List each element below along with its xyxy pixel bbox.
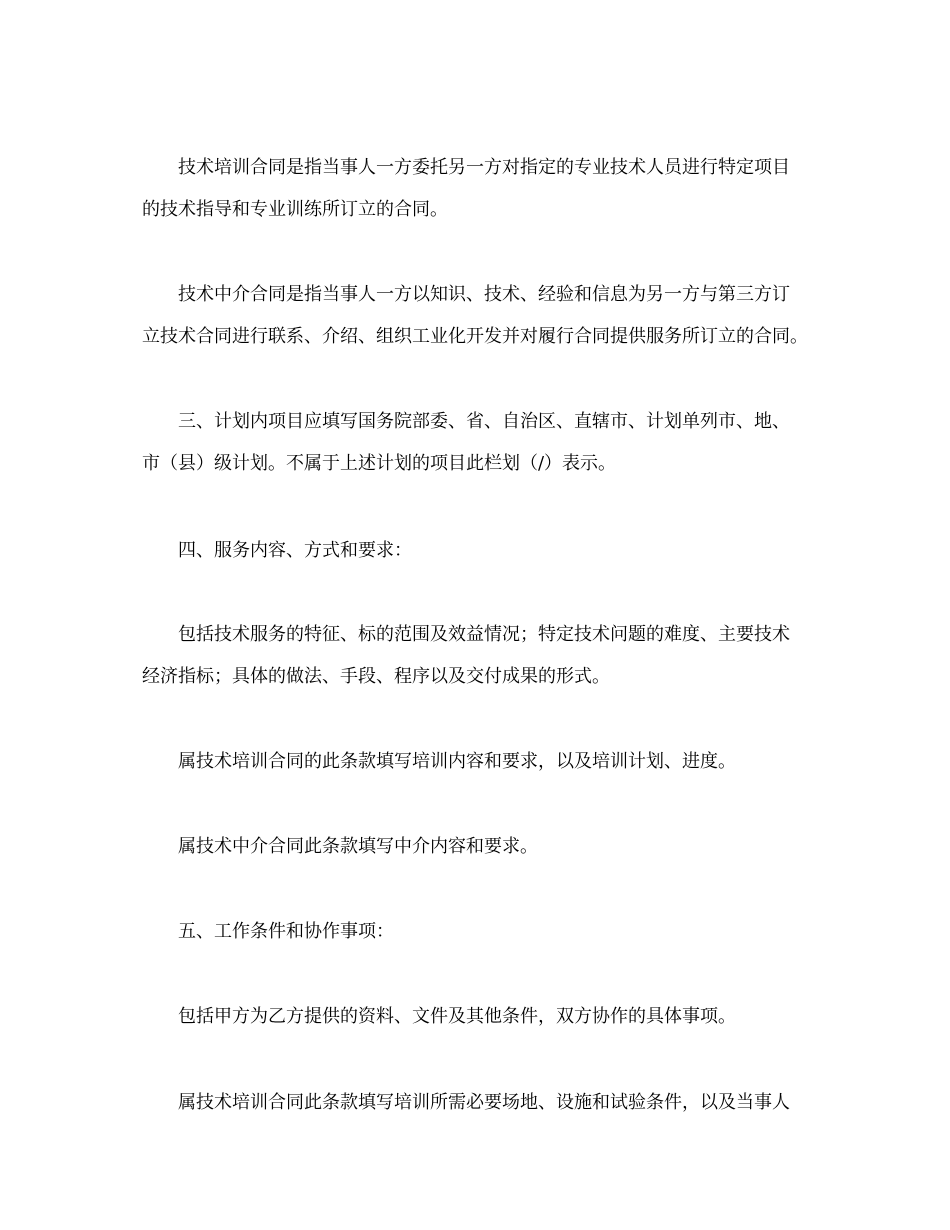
paragraph-line: 四、服务内容、方式和要求：: [178, 540, 412, 561]
paragraph-technical-training-contract: [142, 147, 822, 231]
paragraph-section-three-plan: [142, 401, 822, 485]
paragraph-line: 包括甲方为乙方提供的资料、文件及其他条件，双方协作的具体事项。: [178, 1006, 736, 1027]
paragraph-line: 属技术培训合同的此条款填写培训内容和要求，以及培训计划、进度。: [178, 751, 736, 772]
paragraph-line: 技术中介合同是指当事人一方以知识、技术、经验和信息为另一方与第三方订: [178, 284, 790, 305]
heading-section-four: [142, 530, 822, 572]
paragraph-line: 属技术培训合同此条款填写培训所需必要场地、设施和试验条件，以及当事人: [178, 1092, 790, 1113]
paragraph-line: 的技术指导和专业训练所订立的合同。: [142, 199, 448, 220]
paragraph-technical-intermediary-contract: [142, 274, 822, 358]
paragraph-line: 市（县）级计划。不属于上述计划的项目此栏划（/）表示。: [142, 453, 617, 474]
paragraph-line: 经济指标；具体的做法、手段、程序以及交付成果的形式。: [142, 666, 610, 687]
heading-section-five: [142, 911, 822, 953]
paragraph-service-content: [142, 614, 822, 698]
paragraph-line: 包括技术服务的特征、标的范围及效益情况；特定技术问题的难度、主要技术: [178, 624, 790, 645]
paragraph-line: 五、工作条件和协作事项：: [178, 921, 394, 942]
paragraph-line: 立技术合同进行联系、介绍、组织工业化开发并对履行合同提供服务所订立的合同。: [142, 326, 808, 347]
paragraph-training-venue-clause: [142, 1082, 822, 1124]
paragraph-intermediary-contract-clause: [142, 826, 822, 868]
paragraph-line: 属技术中介合同此条款填写中介内容和要求。: [178, 836, 538, 857]
paragraph-line: 技术培训合同是指当事人一方委托另一方对指定的专业技术人员进行特定项目: [178, 157, 790, 178]
paragraph-training-contract-clause: [142, 741, 822, 783]
paragraph-line: 三、计划内项目应填写国务院部委、省、自治区、直辖市、计划单列市、地、: [178, 411, 790, 432]
paragraph-working-conditions: [142, 996, 822, 1038]
